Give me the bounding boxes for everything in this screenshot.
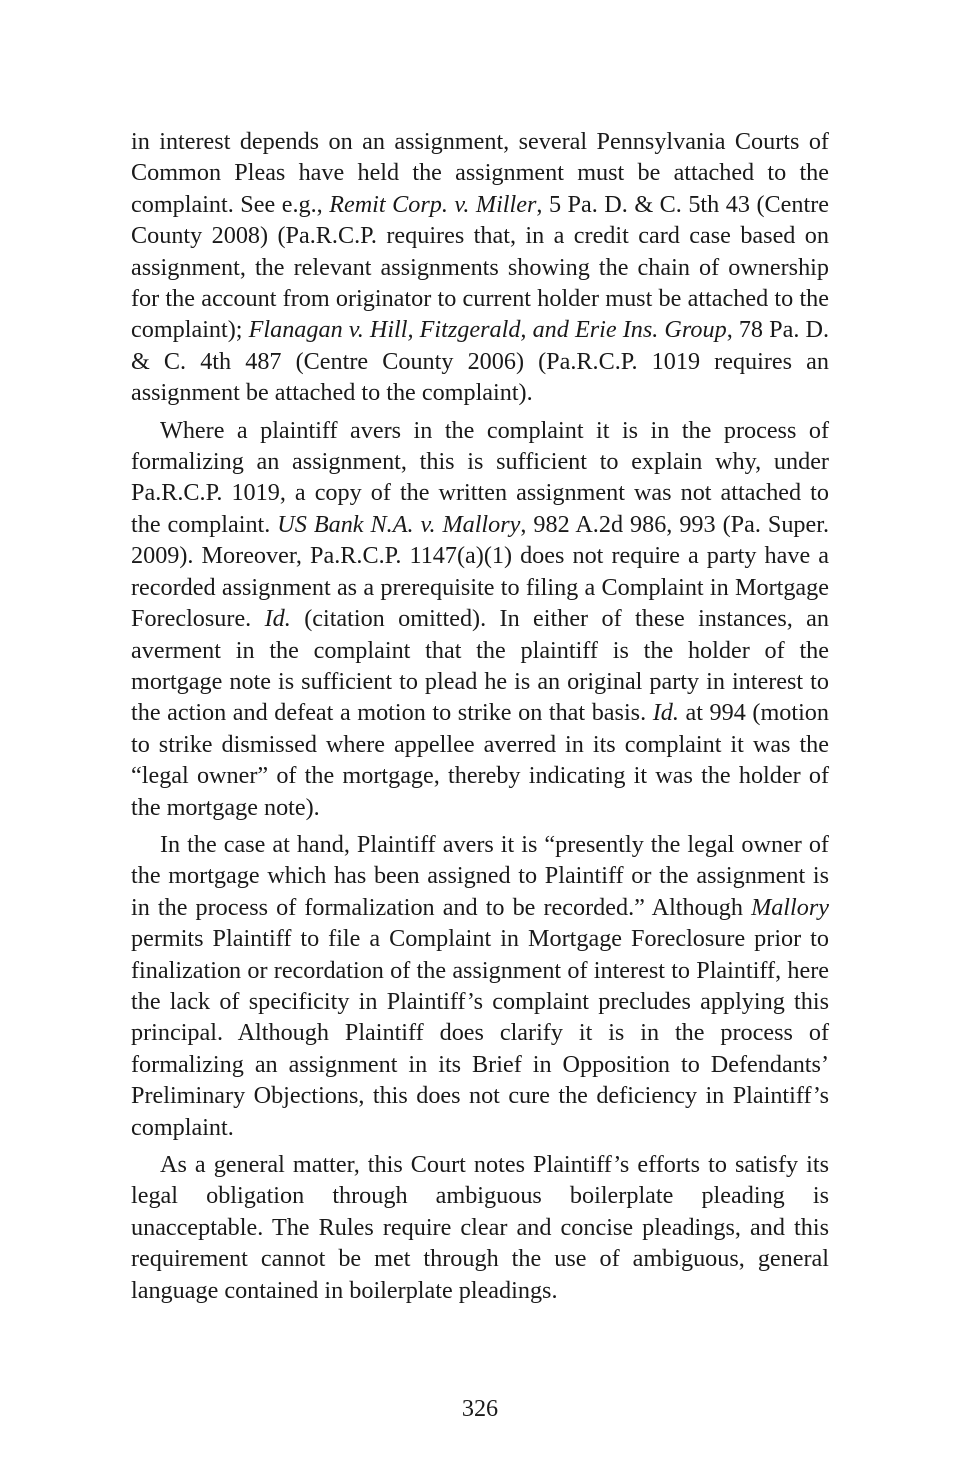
paragraph-4-text: As a general matter, this Court notes Plaintiff’s efforts to satisfy its legal obligation through ambiguous boilerplate pleading is unacceptable. The Rules require clear and concise pleadings, and this requirement cannot be met through the use of ambiguous, general language contained in boilerplate pleadings. — [131, 1151, 829, 1304]
paragraph-1-text: in interest depends on an assignment, several Pennsylvania Courts of Common Pleas have held the assignment must be attached to the complaint. See e.g., — [131, 128, 829, 218]
case-citation-remit-corp: Remit Corp. v. Miller — [329, 190, 537, 218]
citation-id: Id. — [652, 699, 679, 727]
paragraph-2 — [131, 415, 829, 823]
paragraph-1-text: , 5 Pa. D. & C. 5th 43 (Centre County 2008) (Pa.R.C.P. requires that, in a credit card case based on assignment, the relevant assignments showing the chain of ownership for the account from originator to current holder must be attached to the complaint); — [131, 190, 829, 344]
paragraph-2-text: , 982 A.2d 986, 993 (Pa. Super. 2009). Moreover, Pa.R.C.P. 1147(a)(1) does not require a party have a recorded assignment as a prerequisite to filing a Complaint in Mortgage Foreclosure. — [131, 510, 830, 633]
paragraph-3 — [131, 829, 829, 1143]
paragraph-2-text: at 994 (motion to strike dismissed where appellee averred in its complaint it was the “legal owner” of the mortgage, thereby indicating it was the holder of the mortgage note). — [131, 699, 829, 821]
case-citation-flanagan: Flanagan v. Hill, Fitzgerald, and Erie Ins. Group — [248, 316, 727, 344]
paragraph-2-text: (citation omitted). In either of these instances, an averment in the complaint that the plaintiff is the holder of the mortgage note is sufficient to plead he is an original party in interest to the action and defeat a motion to strike on that basis. — [131, 605, 829, 727]
page-number: 326 — [461, 1395, 499, 1422]
paragraph-1-text: , 78 Pa. D. & C. 4th 487 (Centre County 2006) (Pa.R.C.P. 1019 requires an assignment be attached to the complaint). — [131, 316, 829, 407]
case-name-mallory: Mallory — [751, 893, 829, 921]
document-body — [131, 126, 829, 1306]
citation-id: Id. — [264, 605, 291, 633]
paragraph-3-text: In the case at hand, Plaintiff avers it is “presently the legal owner of the mortgage which has been assigned to Plaintiff or the assignment is in the process of formalization and to be recorded.” Although — [131, 830, 829, 921]
paragraph-3-text: permits Plaintiff to file a Complaint in Mortgage Foreclosure prior to finalization or recordation of the assignment of interest to Plaintiff, here the lack of specificity in Plaintiff’s complaint precludes applying this principal. Although Plaintiff does clarify it is in the process of formalizing an assignment in its Brief in Opposition to Defendants’ Preliminary Objections, this does not cure the deficiency in Plaintiff’s complaint. — [131, 925, 829, 1141]
paragraph-2-text: Where a plaintiff avers in the complaint it is in the process of formalizing an assignment, this is sufficient to explain why, under Pa.R.C.P. 1019, a copy of the written assignment was not attached to the complaint. — [131, 416, 829, 538]
paragraph-1 — [131, 126, 829, 409]
case-citation-mallory: US Bank N.A. v. Mallory — [277, 510, 521, 538]
paragraph-4 — [131, 1149, 829, 1306]
